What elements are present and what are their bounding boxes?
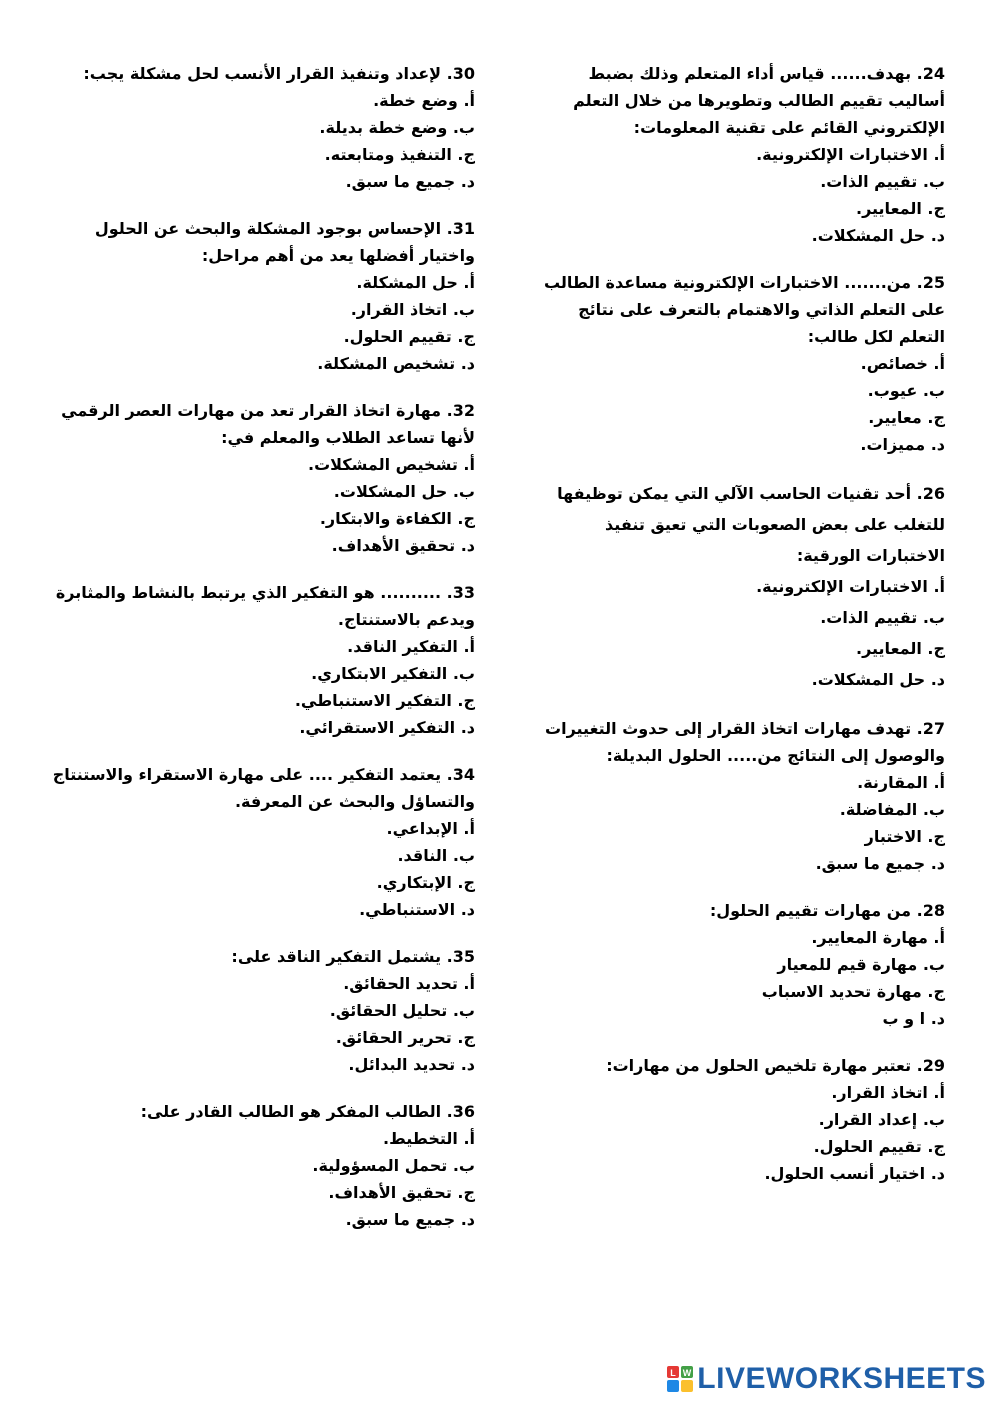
answer-option: ب. حل المشكلات. <box>333 482 475 501</box>
answer-option: ب. الناقد. <box>397 846 475 865</box>
question-number: 36 <box>452 1102 475 1121</box>
question-stem <box>50 60 475 87</box>
question-number: 24 <box>922 64 945 83</box>
left-column <box>50 60 475 1253</box>
question-text: . مهارة اتخاذ القرار تعد من مهارات العصر الرقمي لأنها تساعد الطلاب والمعلم في: <box>61 401 475 447</box>
answer-option: د. تشخيص المشكلة. <box>317 354 475 373</box>
answer-option: د. التفكير الاستقرائي. <box>299 718 475 737</box>
question-text: . يشتمل التفكير الناقد على: <box>231 947 453 966</box>
liveworksheets-logo-icon <box>667 1366 693 1392</box>
question-stem <box>50 579 475 633</box>
question-text: . .......... هو التفكير الذي يرتبط بالنشاط والمثابرة ويدعم بالاستنتاج. <box>55 583 475 629</box>
answer-option: د. حل المشكلات. <box>811 670 945 689</box>
question-number: 31 <box>452 219 475 238</box>
answer-option: ب. اتخاذ القرار. <box>350 300 475 319</box>
question-33 <box>50 579 475 741</box>
answer-option: أ. تشخيص المشكلات. <box>308 455 475 474</box>
question-30 <box>50 60 475 195</box>
answer-option: أ. خصائص. <box>860 354 945 373</box>
question-27 <box>530 715 945 877</box>
question-stem <box>50 943 475 970</box>
question-text: . لإعداد وتنفيذ القرار الأنسب لحل مشكلة يجب: <box>83 64 453 83</box>
answer-option: أ. تحديد الحقائق. <box>343 974 475 993</box>
answer-option: د. تحديد البدائل. <box>348 1055 475 1074</box>
question-number: 34 <box>452 765 475 784</box>
answer-option: ب. عيوب. <box>867 381 945 400</box>
answer-option: ج. الإبتكاري. <box>376 873 475 892</box>
question-number: 30 <box>452 64 475 83</box>
answer-option: د. حل المشكلات. <box>811 226 945 245</box>
question-stem <box>530 1052 945 1079</box>
question-stem <box>50 761 475 815</box>
answer-option: أ. وضع خطة. <box>373 91 475 110</box>
answer-option: ب. مهارة قيم للمعيار <box>777 955 945 974</box>
question-text: . الإحساس بوجود المشكلة والبحث عن الحلول واختيار أفضلها يعد من أهم مراحل: <box>94 219 475 265</box>
question-number: 27 <box>922 719 945 738</box>
question-stem <box>530 715 945 769</box>
answer-option: د. الاستنباطي. <box>359 900 475 919</box>
question-text: . الطالب المفكر هو الطالب القادر على: <box>140 1102 453 1121</box>
answer-option: ج. الكفاءة والابتكار. <box>319 509 475 528</box>
answer-option: ج. الاختبار <box>864 827 945 846</box>
answer-option: ج. المعايير. <box>855 639 945 658</box>
question-text: . يعتمد التفكير .... على مهارة الاستقراء والاستنتاج والتساؤل والبحث عن المعرفة. <box>52 765 475 811</box>
answer-option: ب. التفكير الابتكاري. <box>311 664 475 683</box>
answer-option: ب. المفاضلة. <box>839 800 945 819</box>
footer <box>667 1364 986 1394</box>
answer-option: أ. التخطيط. <box>382 1129 475 1148</box>
question-number: 29 <box>922 1056 945 1075</box>
answer-option: د. جميع ما سبق. <box>345 172 475 191</box>
question-number: 32 <box>452 401 475 420</box>
answer-option: ب. وضع خطة بديلة. <box>319 118 475 137</box>
question-32 <box>50 397 475 559</box>
question-text: . بهدف...... قياس أداء المتعلم وذلك بضبط أساليب تقييم الطالب وتطويرها من خلال التعلم الإلكتروني القائم على تقنية المعلومات: <box>573 64 945 137</box>
answer-option: ب. تحليل الحقائق. <box>329 1001 475 1020</box>
question-text: . أحد تقنيات الحاسب الآلي التي يمكن توظيفها للتغلب على بعض الصعوبات التي تعيق تنفيذ الاختبارات الورقية: <box>557 484 945 565</box>
svg-text:L: L <box>670 1368 677 1378</box>
question-text: . تهدف مهارات اتخاذ القرار إلى حدوث التغييرات والوصول إلى النتائج من..... الحلول البديلة: <box>545 719 945 765</box>
question-stem <box>50 1098 475 1125</box>
question-stem <box>50 215 475 269</box>
answer-option: د. جميع ما سبق. <box>815 854 945 873</box>
answer-option: ج. معايير. <box>868 408 945 427</box>
answer-option: ب. تقييم الذات. <box>820 172 945 191</box>
answer-option: د. اختيار أنسب الحلول. <box>764 1164 945 1183</box>
question-number: 28 <box>922 901 945 920</box>
question-text: . من مهارات تقييم الحلول: <box>709 901 923 920</box>
answer-option: ج. تقييم الحلول. <box>813 1137 945 1156</box>
answer-option: ب. إعداد القرار. <box>818 1110 945 1129</box>
answer-option: ج. تحرير الحقائق. <box>335 1028 475 1047</box>
answer-option: د. تحقيق الأهداف. <box>331 536 475 555</box>
question-31 <box>50 215 475 377</box>
question-35 <box>50 943 475 1078</box>
question-text: . تعتبر مهارة تلخيص الحلول من مهارات: <box>606 1056 923 1075</box>
answer-option: د. مميزات. <box>860 435 945 454</box>
answer-option: ج. تحقيق الأهداف. <box>328 1183 475 1202</box>
right-column <box>530 60 945 1207</box>
answer-option: ب. تحمل المسؤولية. <box>312 1156 475 1175</box>
answer-option: ج. التنفيذ ومتابعته. <box>324 145 475 164</box>
question-stem <box>530 60 945 141</box>
answer-option: ب. تقييم الذات. <box>820 608 945 627</box>
question-34 <box>50 761 475 923</box>
answer-option: أ. الاختبارات الإلكترونية. <box>756 577 945 596</box>
answer-option: أ. مهارة المعايير. <box>811 928 945 947</box>
question-29 <box>530 1052 945 1187</box>
question-number: 33 <box>452 583 475 602</box>
answer-option: أ. الاختبارات الإلكترونية. <box>756 145 945 164</box>
question-stem <box>50 397 475 451</box>
svg-text:W: W <box>683 1368 692 1378</box>
answer-option: أ. اتخاذ القرار. <box>831 1083 945 1102</box>
question-stem <box>530 478 945 571</box>
question-26 <box>530 478 945 695</box>
answer-option: ج. التفكير الاستنباطي. <box>294 691 475 710</box>
brand-name: LIVEWORKSHEETS <box>697 1362 986 1395</box>
question-stem <box>530 269 945 350</box>
question-24 <box>530 60 945 249</box>
question-36 <box>50 1098 475 1233</box>
answer-option: أ. التفكير الناقد. <box>347 637 475 656</box>
answer-option: ج. تقييم الحلول. <box>343 327 475 346</box>
answer-option: ج. المعايير. <box>855 199 945 218</box>
answer-option: أ. حل المشكلة. <box>356 273 475 292</box>
question-stem <box>530 897 945 924</box>
answer-option: د. ا و ب <box>882 1009 945 1028</box>
answer-option: ج. مهارة تحديد الاسباب <box>761 982 945 1001</box>
question-number: 26 <box>922 484 945 503</box>
question-number: 35 <box>452 947 475 966</box>
question-28 <box>530 897 945 1032</box>
question-text: . من....... الاختبارات الإلكترونية مساعدة الطالب على التعلم الذاتي والاهتمام بالتعرف على نتائج التعلم لكل طالب: <box>543 273 945 346</box>
question-25 <box>530 269 945 458</box>
question-number: 25 <box>922 273 945 292</box>
answer-option: أ. الإبداعي. <box>386 819 475 838</box>
answer-option: أ. المقارنة. <box>857 773 945 792</box>
answer-option: د. جميع ما سبق. <box>345 1210 475 1229</box>
